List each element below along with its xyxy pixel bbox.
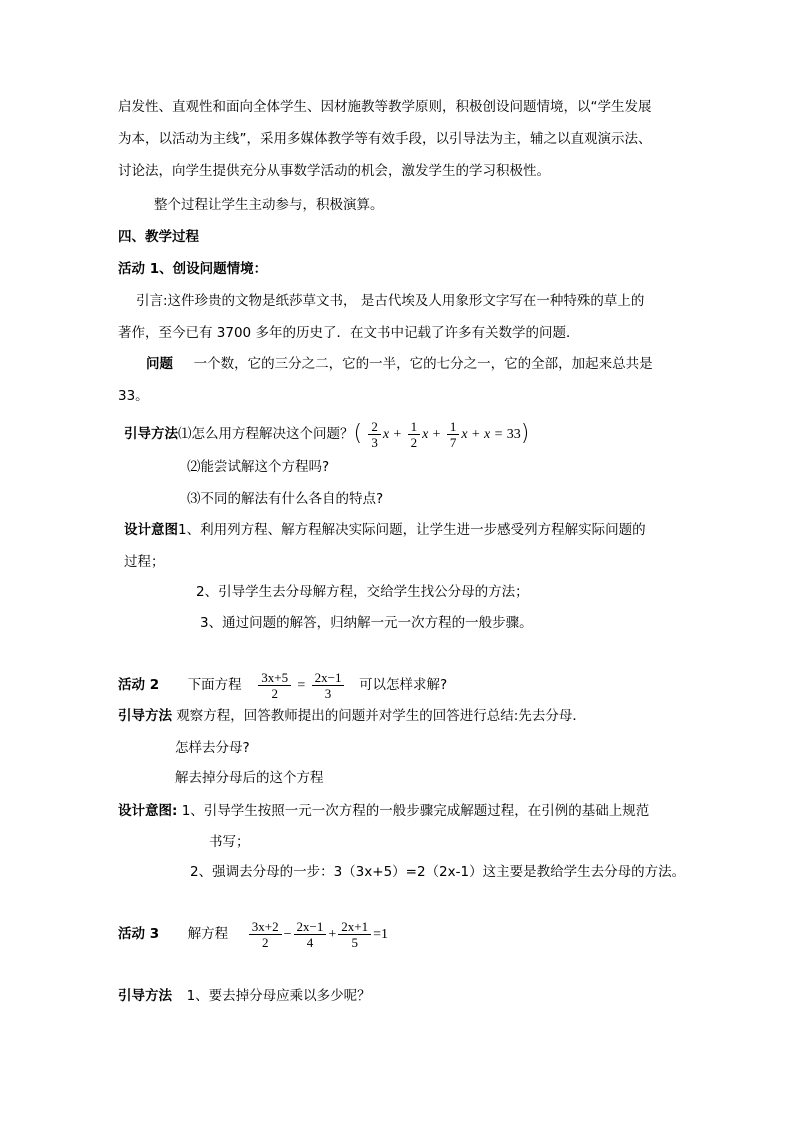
section-4-title: 四、教学过程 [118, 229, 199, 245]
guide-label: 引导方法 [124, 426, 178, 442]
activity-2-guide-2: 怎样去分母? [175, 740, 250, 756]
activity-2-prompt: 下面方程 [187, 677, 242, 693]
eq3-rhs: 1 [381, 927, 389, 942]
eq1-fraction-one-half: $\frac{1}{2}$ [408, 419, 421, 450]
eq2-right-fraction: $\frac{2x-1}{3}$ [312, 670, 345, 701]
activity-3-title: 活动 3 [118, 926, 160, 942]
activity-1-quote-line-1: 引言:这件珍贵的文物是纸莎草文书， 是古代埃及人用象形文字写在一种特殊的草上的 [136, 293, 645, 309]
activity-2-design [118, 801, 649, 821]
activity-1-design [124, 520, 646, 540]
eq3-fraction-c: $\frac{2x+1}{5}$ [338, 919, 371, 950]
activity-1-title-text: 活动 1、创设问题情境： [118, 261, 268, 277]
activity-3-row: 活动 3 解方程 $\frac{3x+2}{2}$ − $\frac{2x-1}{4}$ + $\frac{2x+1}{5}$ =1 [118, 918, 389, 950]
activity-2-design-1b: 书写； [209, 834, 250, 850]
eq3-fraction-b: $\frac{2x-1}{4}$ [294, 919, 327, 950]
guide-q1: ⑴怎么用方程解决这个问题？ [178, 426, 354, 442]
activity-2-guide-3: 解去掉分母后的这个方程 [175, 770, 324, 786]
final-guide-text: 1、要去掉分母应乘以多少呢？ [186, 988, 371, 1004]
activity-1-guide: 引导方法⑴怎么用方程解决这个问题？( $\frac{2}{3}$ x + $\frac{1}{2}$ x + $\frac{1}{7}$ x + x = 33) [124, 418, 530, 450]
guide-q3: ⑶不同的解法有什么各自的特点? [187, 491, 384, 507]
activity-1-quote-line-2: 著作，至今已有 3700 多年的历史了．在文书中记载了许多有关数学的问题． [118, 325, 580, 341]
design-1a: 1、利用列方程、解方程解决实际问题，让学生进一步感受列方程解实际问题的 [178, 522, 646, 538]
eq1-fraction-two-thirds: $\frac{2}{3}$ [368, 419, 381, 450]
activity-2-row: 活动 2 下面方程 $\frac{3x+5}{2}$ = $\frac{2x-1}{3}$ 可以怎样求解? [118, 669, 448, 701]
activity-2-design-1a: 1、引导学生按照一元一次方程的一般步骤完成解题过程，在引例的基础上规范 [181, 803, 650, 819]
design-1b: 过程； [124, 554, 165, 570]
intro-line-4: 整个过程让学生主动参与，积极演算。 [154, 197, 384, 213]
final-guide-label: 引导方法 [118, 988, 172, 1004]
guide-q2: ⑵能尝试解这个方程吗? [187, 459, 330, 475]
activity-2-guide-label: 引导方法 [118, 708, 172, 724]
problem-label: 问题 [146, 356, 173, 372]
activity-1-title [118, 259, 267, 279]
eq1-fraction-one-seventh: $\frac{1}{7}$ [447, 419, 460, 450]
activity-1-problem [146, 354, 653, 374]
eq1-rhs: 33 [506, 427, 521, 442]
activity-2-design-label: 设计意图: [118, 803, 178, 819]
activity-2-guide [118, 706, 586, 726]
final-guide [118, 986, 371, 1006]
activity-2-title: 活动 2 [118, 677, 160, 693]
eq2-left-fraction: $\frac{3x+5}{2}$ [258, 670, 291, 701]
problem-text: 一个数，它的三分之二，它的一半，它的七分之一，它的全部，加起来总共是 [193, 356, 653, 372]
design-label: 设计意图 [124, 522, 178, 538]
design-2: 2、引导学生去分母解方程，交给学生找公分母的方法； [196, 584, 529, 600]
activity-2-question: 可以怎样求解? [359, 677, 448, 693]
design-3: 3、通过问题的解答，归纳解一元一次方程的一般步骤。 [200, 615, 533, 631]
activity-3-prompt: 解方程 [187, 926, 229, 942]
intro-line-2: 为本，以活动为主线”，采用多媒体教学等有效手段，以引导法为主，辅之以直观演示法、 [118, 131, 652, 147]
activity-2-guide-text: 观察方程，回答教师提出的问题并对学生的回答进行总结:先去分母． [176, 708, 586, 724]
intro-line-1: 启发性、直观性和面向全体学生、因材施教等教学原则，积极创设问题情境，以“学生发展 [118, 99, 652, 115]
problem-end: 33。 [118, 388, 149, 404]
eq3-fraction-a: $\frac{3x+2}{2}$ [249, 919, 282, 950]
intro-line-3: 讨论法，向学生提供充分从事数学活动的机会，激发学生的学习积极性。 [118, 163, 550, 179]
activity-2-design-2: 2、强调去分母的一步：3（3x+5）=2（2x-1）这主要是教给学生去分母的方法。 [190, 864, 686, 880]
